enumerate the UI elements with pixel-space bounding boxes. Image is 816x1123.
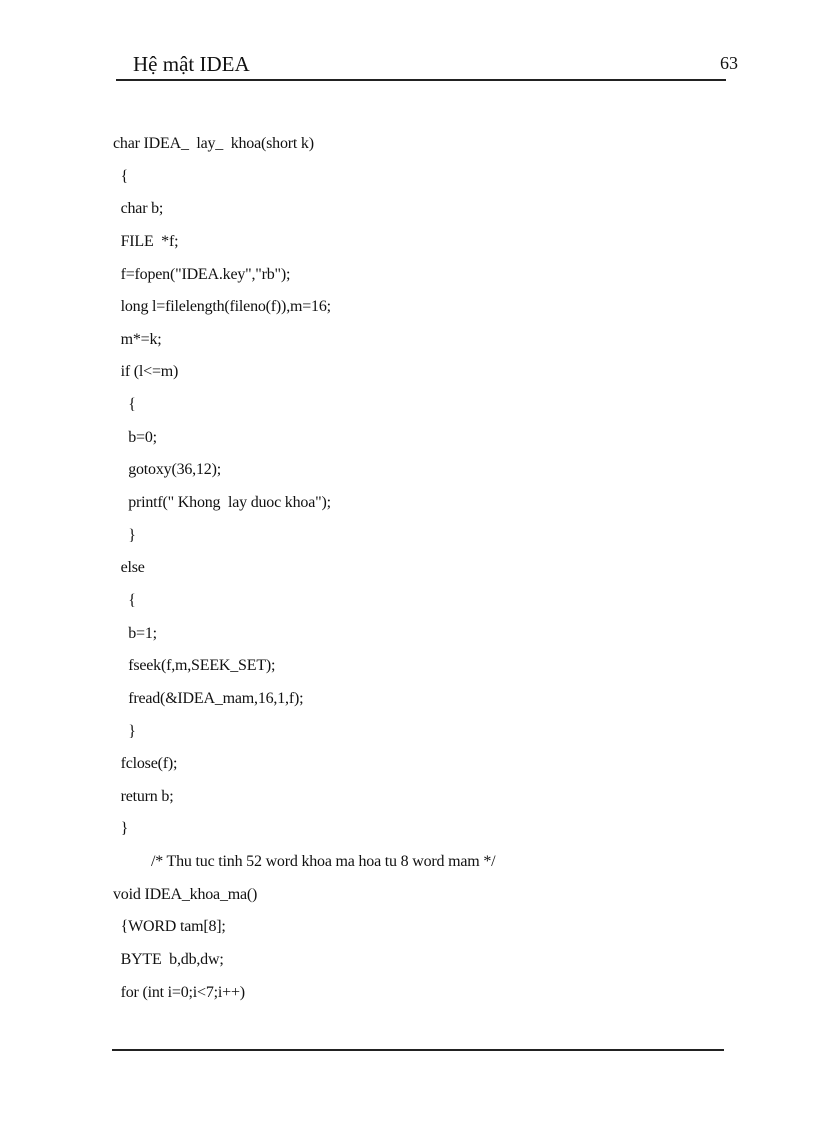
code-line: else [113,559,145,577]
page-number: 63 [720,53,738,73]
code-line: long l=filelength(fileno(f)),m=16; [113,298,331,316]
footer-divider [112,1049,724,1051]
code-comment: /* Thu tuc tinh 52 word khoa ma hoa tu 8 word mam */ [113,853,496,871]
code-line: } [113,820,129,838]
code-line: gotoxy(36,12); [113,461,221,479]
code-line: void IDEA_khoa_ma() [113,885,258,903]
code-line: b=1; [113,624,157,642]
code-line: fclose(f); [113,755,178,773]
code-line: m*=k; [113,330,162,348]
code-line: f=fopen("IDEA.key","rb"); [113,265,291,283]
code-line: BYTE b,db,dw; [113,951,224,969]
code-line: FILE *f; [113,232,179,250]
code-line: { [113,591,136,609]
code-line: {WORD tam[8]; [113,918,226,936]
header-divider [116,79,726,81]
code-line: { [113,396,136,414]
code-line: fseek(f,m,SEEK_SET); [113,657,276,675]
code-line: char IDEA_ lay_ khoa(short k) [113,135,314,152]
code-line: if (l<=m) [113,363,179,381]
code-line: { [113,167,129,185]
code-line: char b; [113,200,164,218]
page-header-title: Hệ mật IDEA [133,52,250,76]
code-line: return b; [113,787,174,805]
code-line: printf(" Khong lay duoc khoa"); [113,494,331,512]
code-line: } [113,526,136,544]
code-line: fread(&IDEA_mam,16,1,f); [113,689,304,707]
code-listing [113,131,733,1012]
code-line: for (int i=0;i<7;i++) [113,983,245,1001]
code-line: } [113,722,136,740]
code-line: b=0; [113,428,157,446]
